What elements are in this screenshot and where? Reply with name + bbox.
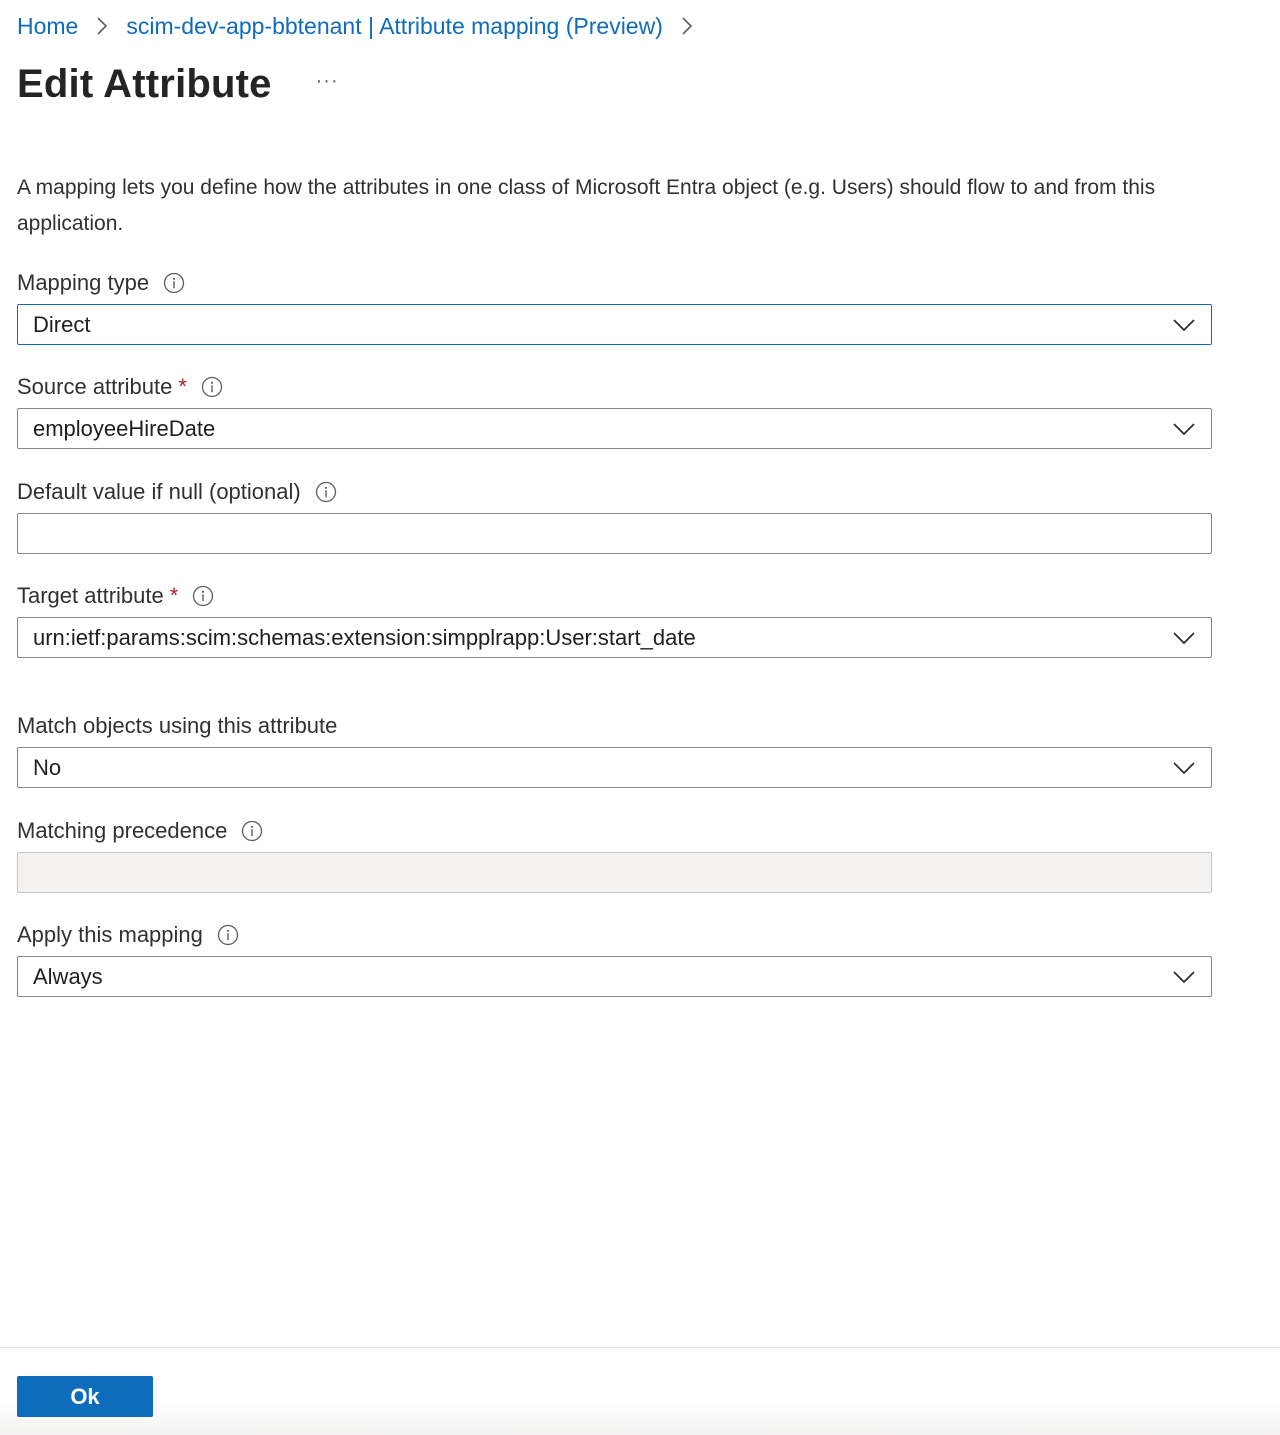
title-row — [17, 56, 339, 112]
breadcrumb-attribute-mapping-link[interactable]: scim-dev-app-bbtenant | Attribute mapping (Preview) — [126, 12, 663, 39]
match-objects-label — [17, 711, 337, 741]
ok-button[interactable]: Ok — [17, 1376, 153, 1417]
chevron-down-icon — [1171, 312, 1197, 338]
source-attribute-dropdown[interactable] — [17, 408, 1212, 449]
footer-bar — [0, 1347, 1280, 1435]
apply-mapping-label — [17, 920, 239, 950]
required-indicator: * — [178, 374, 187, 399]
info-icon[interactable] — [201, 376, 223, 398]
info-icon[interactable] — [192, 585, 214, 607]
target-attribute-label-text: Target attribute — [17, 583, 164, 608]
more-options-button[interactable]: ··· — [315, 69, 339, 92]
match-objects-value: No — [33, 754, 62, 780]
matching-precedence-input — [17, 852, 1212, 893]
chevron-right-icon — [91, 15, 113, 37]
required-indicator: * — [169, 583, 179, 608]
page-title: Edit Attribute — [17, 61, 272, 106]
default-value-label-text: Default value if null (optional) — [17, 479, 301, 504]
chevron-down-icon — [1171, 755, 1197, 781]
apply-mapping-dropdown[interactable] — [17, 956, 1212, 997]
info-icon[interactable] — [217, 924, 239, 946]
default-value-input[interactable] — [17, 513, 1212, 554]
apply-mapping-label-text: Apply this mapping — [17, 922, 203, 947]
target-attribute-dropdown[interactable] — [17, 617, 1212, 658]
info-icon[interactable] — [241, 820, 263, 842]
info-icon[interactable] — [163, 272, 185, 294]
mapping-type-label — [17, 268, 185, 298]
target-attribute-label — [17, 581, 214, 611]
mapping-type-dropdown[interactable] — [17, 304, 1212, 345]
page-description: A mapping lets you define how the attributes in one class of Microsoft Entra object (e.g. Users) should flow to and from this application. — [17, 176, 1156, 235]
chevron-right-icon — [676, 15, 698, 37]
matching-precedence-label-text: Matching precedence — [17, 818, 228, 843]
chevron-down-icon — [1171, 625, 1197, 651]
source-attribute-label — [17, 372, 223, 402]
default-value-label — [17, 477, 337, 507]
match-objects-dropdown[interactable] — [17, 747, 1212, 788]
matching-precedence-label — [17, 816, 263, 846]
target-attribute-value: urn:ietf:params:scim:schemas:extension:simpplrapp:User:start_date — [33, 624, 696, 650]
breadcrumb — [17, 10, 711, 42]
match-objects-label-text: Match objects using this attribute — [17, 713, 338, 738]
mapping-type-label-text: Mapping type — [17, 270, 150, 295]
chevron-down-icon — [1171, 416, 1197, 442]
mapping-type-value: Direct — [33, 311, 91, 337]
breadcrumb-home-link[interactable]: Home — [17, 12, 79, 39]
apply-mapping-value: Always — [33, 963, 103, 989]
chevron-down-icon — [1171, 964, 1197, 990]
source-attribute-label-text: Source attribute — [17, 374, 173, 399]
info-icon[interactable] — [315, 481, 337, 503]
source-attribute-value: employeeHireDate — [33, 415, 216, 441]
